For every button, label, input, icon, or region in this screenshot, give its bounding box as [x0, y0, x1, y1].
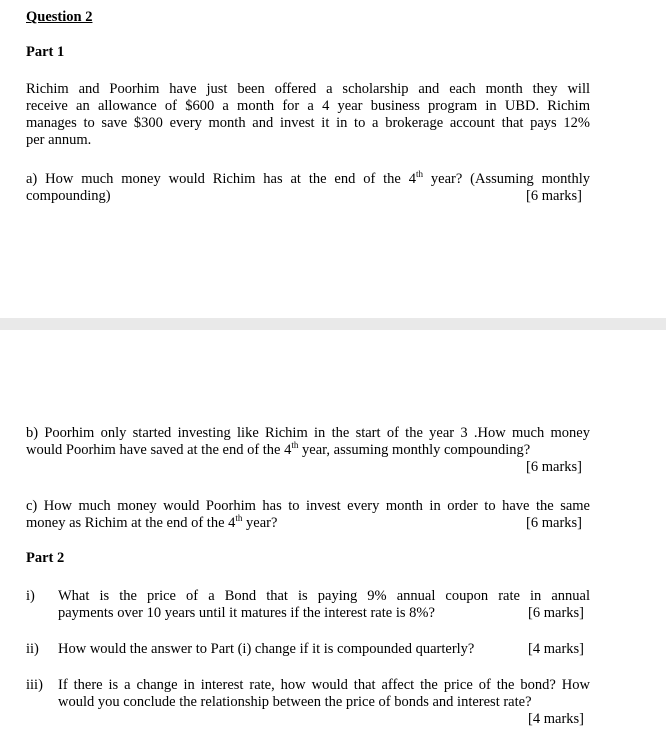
question-a-line-2: compounding) [6 marks]	[26, 188, 582, 204]
question-number: iii)	[26, 677, 43, 693]
question-c-line-2: money as Richim at the end of the 4th year? [6 marks]	[26, 513, 582, 531]
marks: [6 marks]	[526, 459, 582, 475]
question-iii-line-2: would you conclude the relationship between the price of bonds and interest rate?	[58, 694, 532, 710]
marks: [6 marks]	[528, 605, 584, 621]
intro-line: Richim and Poorhim have just been offered a scholarship and each month they will	[26, 81, 590, 97]
question-i	[0, 588, 666, 624]
page-2	[0, 330, 666, 740]
question-b-line-1: b) Poorhim only started investing like Richim in the start of the year 3 .How much money	[26, 425, 590, 441]
marks: [6 marks]	[526, 515, 582, 531]
question-c-line-1: c) How much money would Poorhim has to invest every month in order to have the same	[26, 498, 590, 514]
question-a-line-1: a) How much money would Richim has at the end of the 4th year? (Assuming monthly	[26, 169, 590, 187]
question-a	[26, 171, 590, 205]
question-iii-line-1: If there is a change in interest rate, how would that affect the price of the bond? How	[58, 677, 590, 693]
page-separator	[0, 318, 666, 330]
question-number: i)	[26, 588, 35, 604]
question-ii	[0, 641, 666, 659]
page-1	[0, 0, 666, 318]
marks: [6 marks]	[526, 188, 582, 204]
part-1-heading: Part 1	[26, 44, 65, 60]
intro-line: receive an allowance of $600 a month for a 4 year business program in UBD. Richim	[26, 98, 590, 114]
intro-line: per annum.	[26, 132, 92, 148]
marks: [4 marks]	[528, 711, 584, 727]
question-title: Question 2	[26, 9, 93, 25]
question-iii	[0, 677, 666, 733]
question-c	[26, 498, 590, 532]
part-1-intro	[26, 81, 590, 149]
part-2-heading: Part 2	[26, 550, 65, 566]
question-b	[26, 425, 590, 476]
intro-line: manages to save $300 every month and invest it in to a brokerage account that pays 12%	[26, 115, 590, 131]
marks: [4 marks]	[528, 641, 584, 657]
question-i-line-1: What is the price of a Bond that is paying 9% annual coupon rate in annual	[58, 588, 590, 604]
question-i-line-2: payments over 10 years until it matures if the interest rate is 8%? [6 marks]	[58, 605, 584, 621]
question-ii-line-1: How would the answer to Part (i) change if it is compounded quarterly?	[58, 641, 475, 657]
question-number: ii)	[26, 641, 39, 657]
question-b-line-2: would Poorhim have saved at the end of the 4th year, assuming monthly compounding?	[26, 440, 531, 458]
